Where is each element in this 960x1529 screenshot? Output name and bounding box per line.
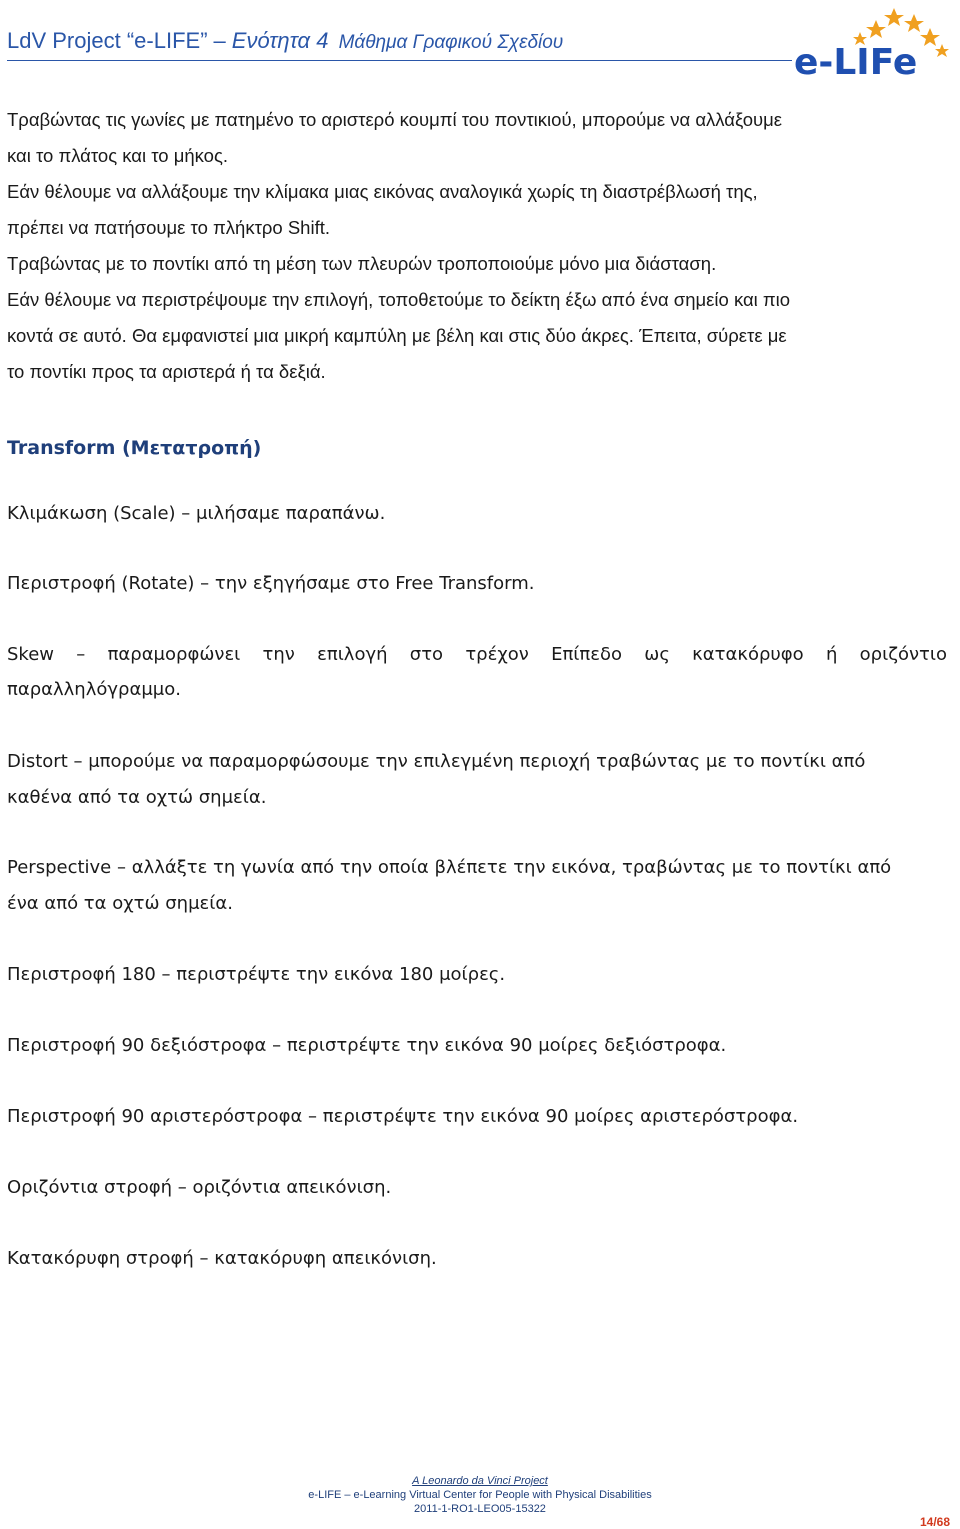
skew-item-line1: Skew – παραμορφώνει την επιλογή στο τρέχον Επίπεδο ως κατακόρυφο ή οριζόντιο: [7, 644, 947, 665]
header-project: LdV Project “e-LIFE”: [7, 28, 208, 53]
header-rule: [7, 60, 792, 61]
text-line: Εάν θέλουμε να αλλάξουμε την κλίμακα μιας εικόνας αναλογικά χωρίς τη διαστρέβλωσή της,: [7, 181, 758, 202]
page-number: 14/68: [919, 1515, 950, 1529]
distort-item-line1: Distort – μπορούμε να παραμορφώσουμε την επιλεγμένη περιοχή τραβώντας με το ποντίκι από: [7, 751, 866, 772]
text-line: το ποντίκι προς τα αριστερά ή τα δεξιά.: [7, 361, 326, 382]
footer-line1: A Leonardo da Vinci Project: [412, 1475, 548, 1487]
logo-text: e-LIFe: [794, 42, 918, 83]
flip-horizontal-item: Οριζόντια στροφή – οριζόντια απεικόνιση.: [7, 1177, 392, 1198]
page-header: [0, 0, 960, 90]
footer-line2: e-LIFE – e-Learning Virtual Center for People with Physical Disabilities: [308, 1489, 652, 1501]
perspective-item-line1: Perspective – αλλάξτε τη γωνία από την οποία βλέπετε την εικόνα, τραβώντας με το ποντίκι από: [7, 857, 892, 878]
skew-item-line2: παραλληλόγραμμο.: [7, 679, 181, 700]
header-title: LdV Project “e-LIFE” – Ενότητα 4 Μάθημα Γραφικού Σχεδίου: [7, 28, 564, 53]
rotate90ccw-item: Περιστροφή 90 αριστερόστροφα – περιστρέψτε την εικόνα 90 μοίρες αριστερόστροφα.: [7, 1106, 799, 1127]
rotate-item: Περιστροφή (Rotate) – την εξηγήσαμε στο Free Transform.: [7, 573, 535, 594]
text-line: Τραβώντας με το ποντίκι από τη μέση των πλευρών τροποποιούμε μόνο μια διάσταση.: [7, 253, 717, 274]
rotate90cw-item: Περιστροφή 90 δεξιόστροφα – περιστρέψτε την εικόνα 90 μοίρες δεξιόστροφα.: [7, 1035, 727, 1056]
text-line: Τραβώντας τις γωνίες με πατημένο το αριστερό κουμπί του ποντικιού, μπορούμε να αλλάξουμε: [7, 109, 783, 130]
distort-item-line2: καθένα από τα οχτώ σημεία.: [7, 787, 267, 808]
text-line: και το πλάτος και το μήκος.: [7, 145, 229, 166]
elife-logo: [784, 2, 958, 88]
text-line: πρέπει να πατήσουμε το πλήκτρο Shift.: [7, 217, 330, 238]
perspective-item-line2: ένα από τα οχτώ σημεία.: [7, 893, 233, 914]
header-chapter: Ενότητα 4: [231, 28, 329, 53]
text-line: Εάν θέλουμε να περιστρέψουμε την επιλογή, τοποθετούμε το δείκτη έξω από ένα σημείο και πιο: [7, 289, 791, 310]
rotate180-item: Περιστροφή 180 – περιστρέψτε την εικόνα 180 μοίρες.: [7, 964, 506, 985]
header-lesson: Μάθημα Γραφικού Σχεδίου: [338, 32, 564, 53]
flip-vertical-item: Κατακόρυφη στροφή – κατακόρυφη απεικόνιση.: [7, 1248, 437, 1269]
scale-item: Κλιμάκωση (Scale) – μιλήσαμε παραπάνω.: [7, 503, 386, 524]
footer-line3: 2011-1-RO1-LEO05-15322: [414, 1503, 546, 1515]
section-heading: Transform (Μετατροπή): [7, 437, 262, 459]
text-line: κοντά σε αυτό. Θα εμφανιστεί μια μικρή καμπύλη με βέλη και στις δύο άκρες. Έπειτα, σύρετε με: [7, 325, 787, 346]
